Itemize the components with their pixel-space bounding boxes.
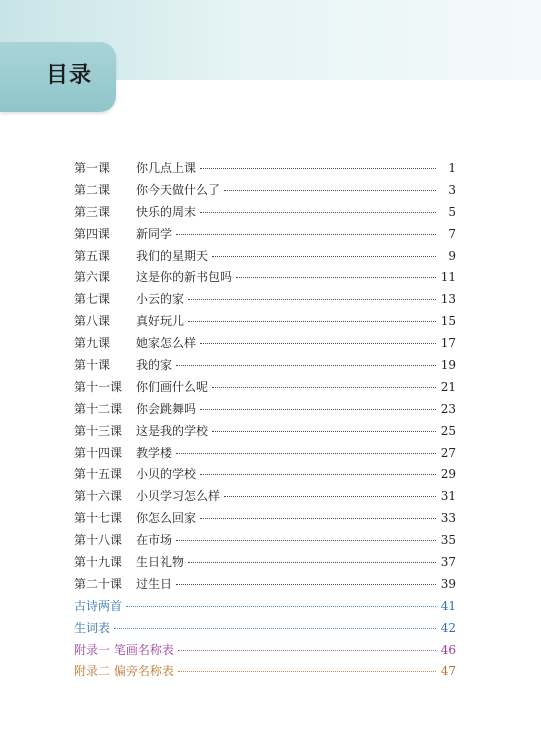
dot-leader — [178, 650, 436, 651]
dot-leader — [126, 606, 436, 607]
dot-leader — [176, 365, 436, 366]
lesson-number: 第十七课 — [74, 511, 123, 526]
toc-entry-lesson-14[interactable] — [74, 443, 456, 465]
toc-entry-lesson-3[interactable] — [74, 202, 456, 224]
lesson-title: 真好玩儿 — [136, 314, 185, 329]
lesson-number: 第十三课 — [74, 423, 123, 438]
lesson-title: 在市场 — [136, 533, 173, 548]
page-number: 33 — [440, 511, 456, 526]
lesson-number: 第十一课 — [74, 379, 123, 394]
page-number: 15 — [440, 314, 456, 329]
toc-entry-lesson-16[interactable] — [74, 486, 456, 508]
lesson-number: 第十九课 — [74, 555, 123, 570]
lesson-number: 第三课 — [74, 204, 111, 219]
lesson-number: 第十五课 — [74, 467, 123, 482]
lesson-number: 第七课 — [74, 292, 111, 307]
dot-leader — [176, 453, 436, 454]
lesson-title: 快乐的周末 — [136, 204, 197, 219]
page-number: 5 — [448, 204, 456, 219]
appendix-title: 附录一 笔画名称表 — [74, 642, 174, 657]
toc-entry-lesson-12[interactable] — [74, 399, 456, 421]
toc-entry-lesson-8[interactable] — [74, 311, 456, 333]
toc-entry-vocabulary[interactable] — [74, 618, 456, 640]
lesson-title: 这是你的新书包吗 — [136, 270, 233, 285]
dot-leader — [212, 431, 436, 432]
toc-entry-lesson-2[interactable] — [74, 180, 456, 202]
dot-leader — [176, 584, 436, 585]
lesson-title: 我的家 — [136, 358, 173, 373]
page-number: 19 — [440, 358, 456, 373]
lesson-number: 第十六课 — [74, 489, 123, 504]
toc-entry-lesson-15[interactable] — [74, 464, 456, 486]
dot-leader — [114, 628, 436, 629]
toc-entry-lesson-11[interactable] — [74, 377, 456, 399]
dot-leader — [200, 168, 436, 169]
lesson-number: 第十课 — [74, 358, 111, 373]
lesson-number: 第一课 — [74, 161, 111, 175]
page-number: 9 — [448, 248, 456, 263]
page-number: 7 — [448, 226, 456, 241]
page-number: 3 — [448, 182, 456, 197]
lesson-title: 生日礼物 — [136, 555, 185, 570]
table-of-contents — [74, 158, 456, 683]
dot-leader — [176, 234, 436, 235]
appendix-title: 附录二 偏旁名称表 — [74, 664, 174, 679]
lesson-number: 第十四课 — [74, 445, 123, 460]
appendix-title: 生词表 — [74, 620, 111, 635]
dot-leader — [188, 321, 436, 322]
toc-entry-lesson-5[interactable] — [74, 246, 456, 268]
toc-entry-lesson-19[interactable] — [74, 552, 456, 574]
page-number: 11 — [440, 270, 456, 285]
lesson-title: 小云的家 — [136, 292, 185, 307]
page-number: 41 — [440, 598, 456, 613]
dot-leader — [224, 496, 436, 497]
lesson-number: 第二十课 — [74, 576, 123, 591]
lesson-title: 过生日 — [136, 576, 173, 591]
appendix-title: 古诗两首 — [74, 598, 123, 613]
page-number: 21 — [440, 379, 456, 394]
lesson-title: 你们画什么呢 — [136, 379, 209, 394]
page-number: 35 — [440, 533, 456, 548]
lesson-number: 第八课 — [74, 314, 111, 329]
lesson-title: 她家怎么样 — [136, 336, 197, 351]
toc-entry-lesson-20[interactable] — [74, 574, 456, 596]
toc-entry-lesson-17[interactable] — [74, 508, 456, 530]
lesson-number: 第四课 — [74, 226, 111, 241]
lesson-number: 第五课 — [74, 248, 111, 263]
dot-leader — [188, 299, 436, 300]
lesson-title: 你会跳舞吗 — [136, 401, 197, 416]
toc-entry-lesson-13[interactable] — [74, 421, 456, 443]
dot-leader — [188, 562, 436, 563]
lesson-title: 新同学 — [136, 226, 173, 241]
toc-entry-ancient-poems[interactable] — [74, 596, 456, 618]
page-number: 39 — [440, 576, 456, 591]
dot-leader — [236, 277, 436, 278]
page-number: 23 — [440, 401, 456, 416]
page-number: 27 — [440, 445, 456, 460]
lesson-number: 第六课 — [74, 270, 111, 285]
dot-leader — [212, 387, 436, 388]
dot-leader — [200, 212, 436, 213]
page-number: 13 — [440, 292, 456, 307]
page-number: 42 — [440, 620, 456, 635]
page-number: 29 — [440, 467, 456, 482]
lesson-title: 你怎么回家 — [136, 511, 197, 526]
dot-leader — [212, 256, 436, 257]
toc-entry-appendix-2[interactable] — [74, 661, 456, 683]
page-number: 17 — [440, 336, 456, 351]
lesson-number: 第十二课 — [74, 401, 123, 416]
page-number: 25 — [440, 423, 456, 438]
toc-entry-lesson-10[interactable] — [74, 355, 456, 377]
toc-entry-lesson-9[interactable] — [74, 333, 456, 355]
dot-leader — [200, 518, 436, 519]
toc-entry-lesson-18[interactable] — [74, 530, 456, 552]
lesson-title: 小贝的学校 — [136, 467, 197, 482]
lesson-title: 教学楼 — [136, 445, 173, 460]
toc-entry-appendix-1[interactable] — [74, 640, 456, 662]
lesson-title: 你今天做什么了 — [136, 182, 221, 197]
lesson-title: 我们的星期天 — [136, 248, 209, 263]
toc-entry-lesson-1[interactable] — [74, 158, 456, 180]
lesson-title: 这是我的学校 — [136, 423, 209, 438]
page-number: 31 — [440, 489, 456, 504]
dot-leader — [224, 190, 436, 191]
lesson-number: 第十八课 — [74, 533, 123, 548]
dot-leader — [176, 540, 436, 541]
page-number: 1 — [448, 161, 456, 175]
toc-entry-lesson-4[interactable] — [74, 224, 456, 246]
toc-entry-lesson-7[interactable] — [74, 289, 456, 311]
page-number: 37 — [440, 555, 456, 570]
lesson-title: 你几点上课 — [136, 161, 197, 175]
dot-leader — [178, 671, 436, 672]
dot-leader — [200, 409, 436, 410]
page-number: 46 — [440, 642, 456, 657]
dot-leader — [200, 474, 436, 475]
dot-leader — [200, 343, 436, 344]
toc-entry-lesson-6[interactable] — [74, 267, 456, 289]
lesson-number: 第九课 — [74, 336, 111, 351]
page-number: 47 — [440, 664, 456, 679]
page-title: 目录 — [46, 63, 93, 88]
lesson-title: 小贝学习怎么样 — [136, 489, 221, 504]
lesson-number: 第二课 — [74, 182, 111, 197]
